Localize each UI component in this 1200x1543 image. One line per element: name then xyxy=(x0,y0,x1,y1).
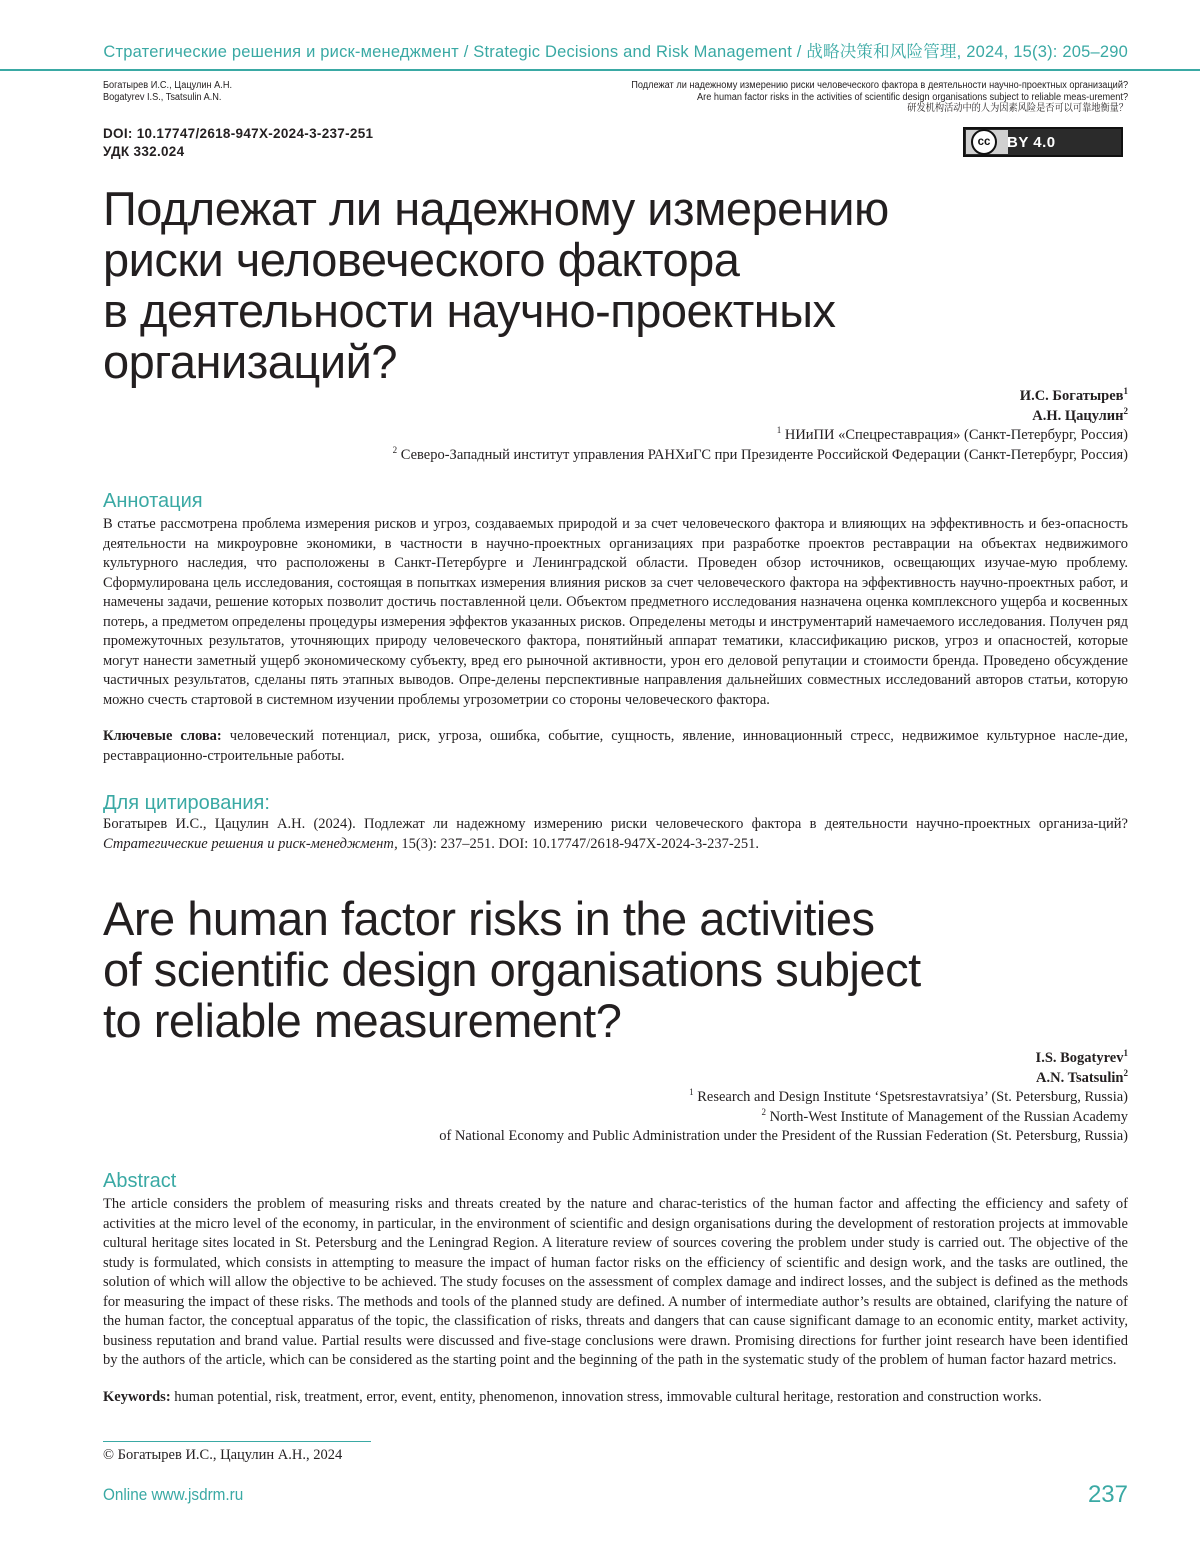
affiliation-2-en: $^2$ North-West Institute of Management of the Russian Academy xyxy=(761,1106,1128,1125)
author-2-ru: А.Н. Цацулин$^2$ xyxy=(1032,405,1128,424)
abstract-ru: В статье рассмотрена проблема измерения рисков и угроз, создаваемых природой и за счет человеческого фактора и влияющих на эффективность и без-опасность деятельности на микроуровне экономики, в частности в научно-проектных организациях при разработке проектов реставрации на объектах недвижимого культурного наследия, что расположены в Санкт-Петербурге и Ленинградской области. Проведен обзор источников, освещающих изучае-мую проблему. Сформулирована цель исследования, состоящая в попытках измерения влияния рисков за счет человеческого фактора на эффективность научно-проектных работ, и намечены задачи, решение которых позволит достичь поставленной цели. Объектом предметного исследования назначена оценка комплексного ущерба и косвенных потерь, а предметом определены процедуры измерения эффектов указанных рисков. Определены методы и инструментарий намечаемого исследования. Получен ряд промежуточных результатов, уточняющих природу человеческого фактора, понятийный аппарат тематики, классификацию рисков, угроз и опасностей, которые могут нанести заметный ущерб экономическому субъекту, вред его рыночной активности, урон его деловой репутации и стоимости бренда. Проведено обсуждение частичных результатов, сделаны пять этапных выводов. Опре-делены перспективные направления дальнейших совместных исследований авторов статьи, которую можно счесть стартовой в системном изучении проблемы угрозометрии со стороны человеческого фактора. xyxy=(103,516,1128,708)
title-en-line: of scientific design organisations subject xyxy=(103,943,921,996)
running-title-zh: 研发机构活动中的人为因素风险是否可以可靠地衡量？ xyxy=(907,103,1128,114)
title-en-line: to reliable measurement? xyxy=(103,994,622,1047)
page-number: 237 xyxy=(1087,1481,1128,1508)
affiliation-2-ru: $^2$ Северо-Западный институт управления РАНХиГС при Президенте Российской Федерации (Санкт-Петербург, Россия) xyxy=(392,444,1128,463)
keywords-en xyxy=(103,1388,1128,1408)
authors-affiliations-ru xyxy=(393,387,1128,465)
affiliation-2-en-cont: of National Economy and Public Administration under the President of the Russian Federation (St. Petersburg, Russia) xyxy=(439,1128,1128,1144)
title-en-line: Are human factor risks in the activities xyxy=(103,892,875,945)
affiliation-1-ru: $^1$ НИиПИ «Спецреставрация» (Санкт-Петербург, Россия) xyxy=(776,425,1128,443)
affiliation-1-en: $^1$ Research and Design Institute ‘Spetsrestavratsiya’ (St. Petersburg, Russia) xyxy=(689,1087,1128,1105)
keywords-label-en: Keywords: xyxy=(103,1389,171,1405)
article-title-ru xyxy=(103,183,1003,387)
author-2-en: A.N. Tsatsulin$^2$ xyxy=(1036,1067,1128,1086)
doi: DOI: 10.17747/2618-947X-2024-3-237-251 xyxy=(103,126,374,141)
running-title-en: Are human factor risks in the activities of scientific design organisations subject to reliable meas-urement? xyxy=(696,91,1128,103)
abstract-heading-ru: Аннотация xyxy=(103,490,203,512)
keywords-text-en: human potential, risk, treatment, error, event, entity, phenomenon, innovation stress, immovable cultural heritage, restoration and construction works. xyxy=(174,1389,1042,1405)
title-ru-line: в деятельности научно-проектных xyxy=(103,284,836,337)
running-title xyxy=(631,80,1128,115)
author-1-ru: И.С. Богатырев$^1$ xyxy=(1019,386,1128,404)
abstract-heading-en: Abstract xyxy=(103,1170,177,1192)
keywords-text-ru: человеческий потенциал, риск, угроза, ошибка, событие, сущность, явление, инновационный стресс, недвижимое культурное насле-дие, реставрационно-строительные работы. xyxy=(103,728,1129,764)
authors-affiliations-en xyxy=(439,1049,1128,1147)
cc-license-badge[interactable] xyxy=(963,127,1123,157)
citation-journal: Стратегические решения и риск-менеджмент, xyxy=(103,835,398,852)
title-ru-line: риски человеческого фактора xyxy=(103,233,740,286)
header-rule xyxy=(0,69,1200,71)
abstract-en: The article considers the problem of measuring risks and threats created by the nature and charac-teristics of the human factor and affecting the efficiency and safety of activities at the micro level of the economy, in particular, in the environment of scientific and design organisations during the development of restoration projects at immovable cultural heritage sites located in St. Petersburg and the Leningrad Region. A literature review of sources covering the problem under study is carried out. The objective of the study is formulated, which consists in attempting to measure the impact of human factor risks on the efficiency of scientific and design work, and the tasks are outlined, the solution of which will allow the objective to be achieved. The study focuses on the assessment of complex damage and indirect losses, and the subject is defined as the methods for measuring the impact of these risks. The methods and tools of the planned study are defined. A number of intermediate author’s results are obtained, clarifying the nature of the human factor, the conceptual apparatus of the topic, the classification of risks, threats and dangers that can cause significant damage to an economic entity, market activity, business reputation and brand value. Partial results were discussed and five-stage conclusions were drawn. Promising directions for further joint research have been identified by the authors of the article, which can be considered as the starting point and the beginning of the path in the systematic study of the problem of human factor hazard metrics. xyxy=(103,1196,1128,1368)
doi-block xyxy=(103,125,373,161)
running-authors-ru: Богатырев И.С., Цацулин А.Н. xyxy=(103,80,233,91)
title-ru-line: организаций? xyxy=(103,335,397,388)
keywords-ru xyxy=(103,727,1128,766)
cc-license-label: BY 4.0 xyxy=(1007,133,1056,151)
author-1-en: I.S. Bogatyrev$^1$ xyxy=(1035,1048,1128,1066)
running-title-ru: Подлежат ли надежному измерению риски человеческого фактора в деятельности научно-проектных организаций? xyxy=(631,80,1128,91)
citation-heading: Для цитирования: xyxy=(103,792,270,814)
article-title-en xyxy=(103,893,1103,1046)
journal-website-link[interactable]: Online www.jsdrm.ru xyxy=(103,1485,244,1504)
title-ru-line: Подлежат ли надежному измерению xyxy=(103,182,889,235)
keywords-label-ru: Ключевые слова: xyxy=(103,728,222,744)
footnote-rule xyxy=(103,1441,371,1442)
copyright: © Богатырев И.С., Цацулин А.Н., 2024 xyxy=(103,1447,343,1463)
udk: УДК 332.024 xyxy=(103,144,185,159)
running-authors xyxy=(103,80,232,103)
running-authors-en: Bogatyrev I.S., Tsatsulin A.N. xyxy=(103,91,222,103)
journal-header: Стратегические решения и риск-менеджмент / Strategic Decisions and Risk Management / 战略决策和风险管理, 2024, 15(3): 205–290 xyxy=(103,43,1128,61)
cc-icon: cc xyxy=(971,129,997,155)
citation-text: Богатырев И.С., Цацулин А.Н. (2024). Подлежат ли надежному измерению риски человеческого фактора в деятельности научно-проектных организа-ций? Стратегические решения и риск-менеджмент, 15(3): 237–251. DOI: 10.17747/2618-947X-2024-3-237-251. xyxy=(103,816,1128,852)
